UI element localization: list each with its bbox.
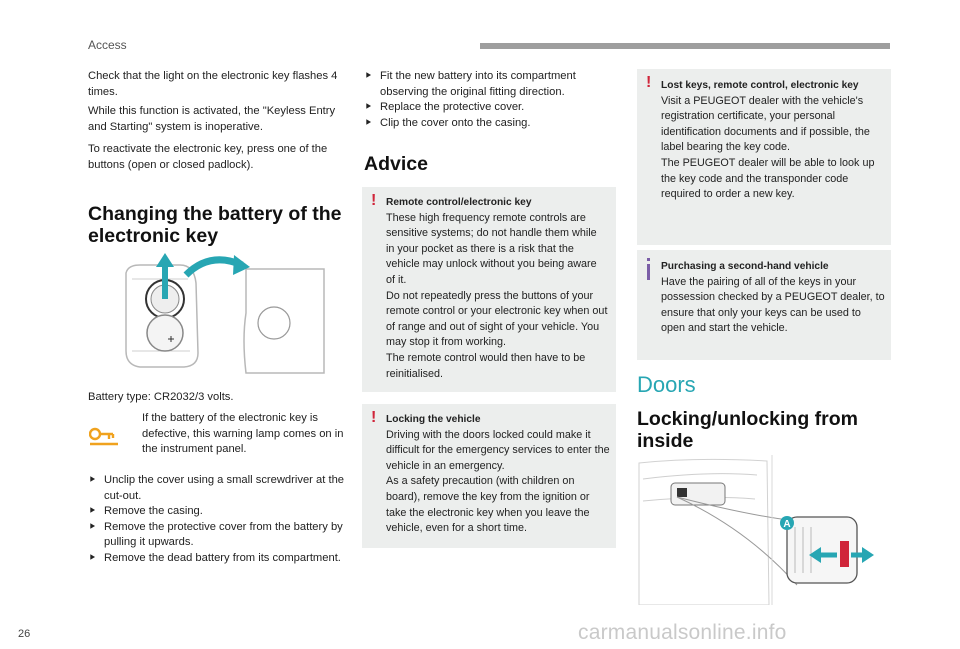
lost-keys-warning-box (637, 69, 891, 245)
info-icon (647, 258, 650, 261)
box-text: Visit a PEUGEOT dealer with the vehicle's registration certificate, your personal identification documents and if possible, the label bearing the key code. The PEUGEOT dealer will be able to look up the key code and the transponder code required to order a new key. (661, 94, 875, 201)
exclamation-icon: ! (646, 74, 652, 91)
locking-heading: Locking/unlocking from inside (637, 408, 859, 452)
box-title: Purchasing a second-hand vehicle (661, 261, 829, 272)
remote-control-warning-box (362, 187, 616, 392)
page-number: 26 (18, 628, 31, 640)
battery-heading: Changing the battery of the electronic key (88, 203, 342, 247)
triangle-right-icon: ⯈ (364, 117, 372, 129)
callout-label: A (783, 519, 791, 530)
list-item: ⯈ Remove the dead battery from its compartment. (88, 551, 348, 567)
battery-steps-list (88, 473, 348, 567)
section-label: Access (88, 38, 127, 52)
fitting-steps-list (364, 69, 616, 131)
list-item: ⯈ Clip the cover onto the casing. (364, 116, 616, 132)
box-title: Lost keys, remote control, electronic key (661, 80, 859, 91)
exclamation-icon: ! (371, 192, 377, 209)
triangle-right-icon: ⯈ (88, 521, 96, 533)
box-title: Remote control/electronic key (386, 197, 532, 208)
key-battery-illustration (118, 253, 328, 375)
key-warning-lamp-icon (89, 425, 119, 447)
advice-heading: Advice (364, 153, 428, 175)
list-item: ⯈ Remove the casing. (88, 504, 348, 520)
list-item: ⯈ Unclip the cover using a small screwdriver at the cut-out. (88, 474, 345, 502)
battery-type: Battery type: CR2032/3 volts. (88, 391, 234, 403)
box-title: Locking the vehicle (386, 414, 481, 425)
intro-paragraph-2: While this function is activated, the "Keyless Entry and Starting" system is inoperative. (88, 105, 336, 133)
intro-paragraph-1: Check that the light on the electronic key flashes 4 times. (88, 70, 338, 98)
doors-heading: Doors (637, 372, 696, 397)
intro-paragraph-3: To reactivate the electronic key, press one of the buttons (open or closed padlock). (88, 143, 328, 171)
locking-warning-box (362, 404, 616, 548)
box-text: Have the pairing of all of the keys in your possession checked by a PEUGEOT dealer, to ensure that only your keys can be used to open and start the vehicle. (661, 275, 885, 335)
triangle-right-icon: ⯈ (88, 552, 96, 564)
watermark: carmanualsonline.info (578, 621, 787, 644)
triangle-right-icon: ⯈ (88, 506, 96, 518)
header-bar (480, 43, 890, 49)
triangle-right-icon: ⯈ (364, 102, 372, 114)
list-item: ⯈ Remove the protective cover from the battery by pulling it upwards. (88, 520, 343, 549)
triangle-right-icon: ⯈ (364, 71, 372, 82)
box-text: Driving with the doors locked could make it difficult for the emergency services to enter the vehicle in an emergency. As a safety precaution (with children on board), remove the key from the ignition or take the electronic key when you leave the vehicle, even for a short time. (386, 428, 610, 535)
warning-lamp-text: If the battery of the electronic key is defective, this warning lamp comes on in the instrument panel. (142, 412, 344, 456)
second-hand-info-box (637, 250, 891, 360)
triangle-right-icon: ⯈ (88, 475, 96, 486)
box-text: These high frequency remote controls are sensitive systems; do not handle them while in your pocket as there is a risk that the vehicle may unlock without you being aware of it. Do not repeatedly press the buttons of your remote control or your electronic key when out of range and out of sight of your vehicle. You may stop it from working. The remote control would then have to be reinitialised. (386, 211, 608, 380)
exclamation-icon: ! (371, 409, 377, 426)
list-item: ⯈ Replace the protective cover. (364, 100, 616, 116)
list-item: ⯈ Fit the new battery into its compartment observing the original fitting direction. (364, 70, 576, 98)
door-lock-illustration (637, 455, 891, 605)
